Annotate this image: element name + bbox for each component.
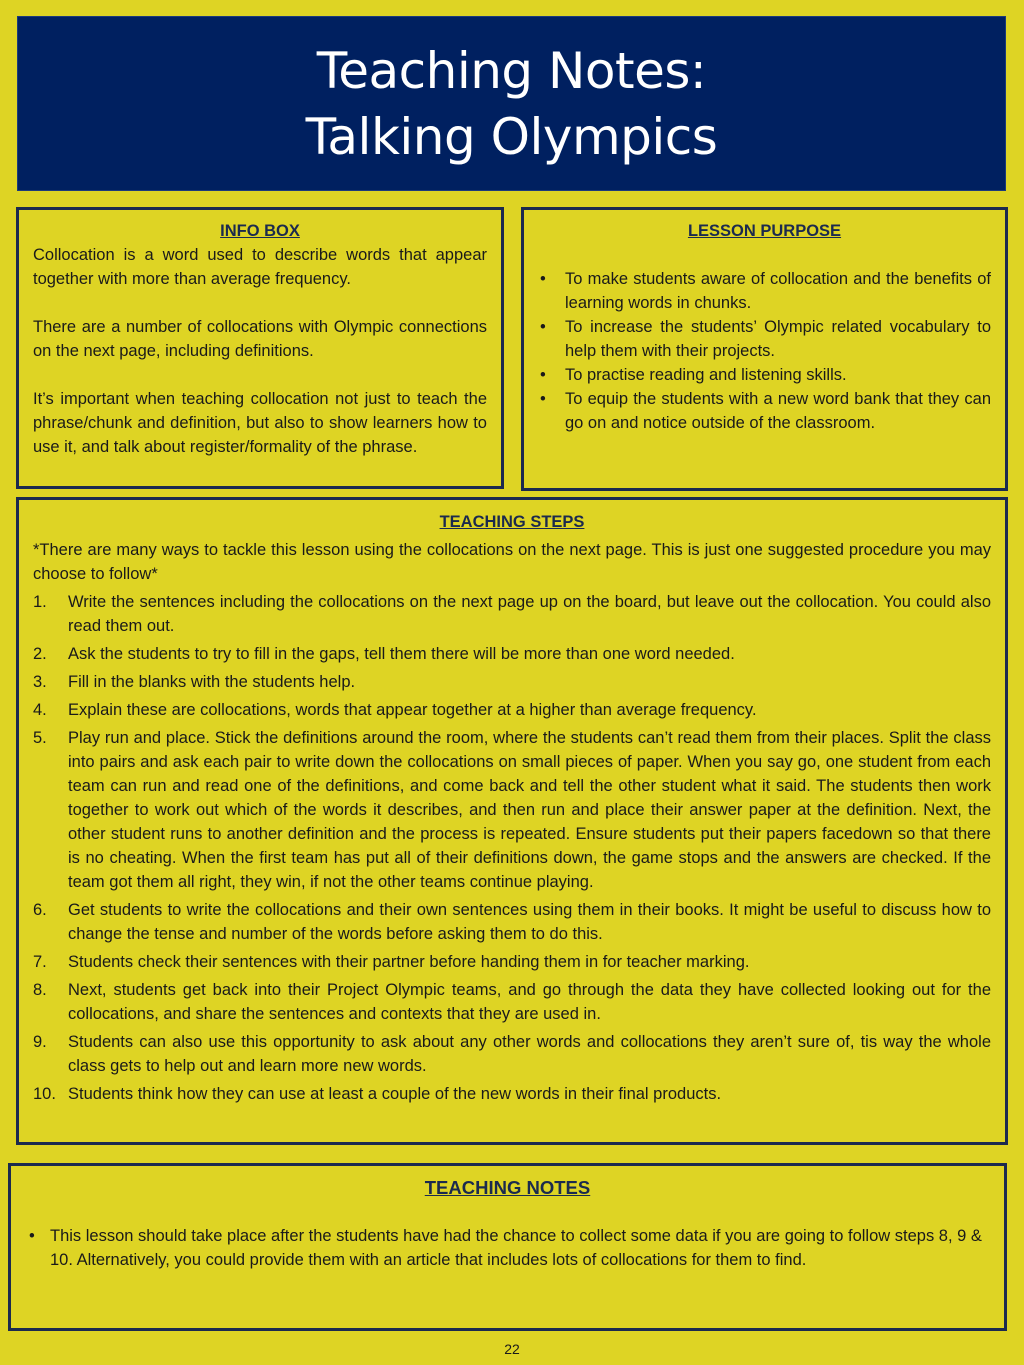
step-item (33, 1030, 991, 1078)
step-item (33, 978, 991, 1026)
list-item: • To increase the students’ Olympic related vocabulary to help them with their projects. (538, 315, 991, 363)
page-number: 22 (504, 1341, 520, 1357)
step-number: 1. (33, 593, 47, 611)
step-item (33, 590, 991, 638)
list-item: • To make students aware of collocation and the benefits of learning words in chunks. (538, 267, 991, 315)
step-text: Play run and place. Stick the definitions around the room, where the students can’t read them from their places. Split the class into pairs and ask each pair to write down the collocations on small pieces of paper. When you say go, one student from each team can run and read one of the definitions, and come back and tell the other student what it said. The students then work together to work out which of the words it describes, and then run and place their answer paper at the definition. Next, the other student runs to another definition and the process is repeated. Ensure students put their papers facedown so that there is no cheating. When the first team has put all of their definitions down, the game stops and the answers are checked. If the team got them all right, they win, if not the other teams continue playing. (68, 729, 991, 891)
info-paragraph: Collocation is a word used to describe words that appear together with more than average frequency. (33, 246, 487, 288)
step-text: Next, students get back into their Project Olympic teams, and go through the data they have collected looking out for the collocations, and share the sentences and contexts that they are used in. (68, 981, 991, 1023)
step-item (33, 642, 991, 666)
lesson-purpose-box (521, 207, 1008, 491)
step-item (33, 950, 991, 974)
teaching-steps-intro: *There are many ways to tackle this lesson using the collocations on the next page. This is just one suggested procedure you may choose to follow* (33, 541, 991, 583)
list-item: • To practise reading and listening skills. (538, 363, 991, 387)
step-item (33, 670, 991, 694)
teaching-notes-list (27, 1224, 988, 1272)
step-number: 7. (33, 953, 47, 971)
info-box (16, 207, 504, 489)
teaching-notes-heading: TEACHING NOTES (424, 1177, 591, 1198)
info-paragraph: It’s important when teaching collocation not just to teach the phrase/chunk and definition, but also to show learners how to use it, and talk about register/formality of the phrase. (33, 390, 487, 456)
step-text: Students check their sentences with their partner before handing them in for teacher marking. (68, 953, 750, 971)
step-number: 5. (33, 729, 47, 747)
title-banner (17, 16, 1006, 191)
step-text: Students think how they can use at least a couple of the new words in their final products. (68, 1085, 722, 1103)
step-item (33, 898, 991, 946)
lesson-purpose-heading: LESSON PURPOSE (687, 222, 842, 240)
step-text: Students can also use this opportunity to ask about any other words and collocations they aren’t sure of, tis way the whole class gets to help out and learn more new words. (68, 1033, 991, 1075)
step-text: Fill in the blanks with the students help. (68, 673, 356, 691)
step-number: 10. (33, 1085, 56, 1103)
step-number: 8. (33, 981, 47, 999)
lesson-purpose-list (538, 267, 991, 435)
info-box-heading: INFO BOX (220, 222, 300, 240)
step-item (33, 726, 991, 894)
step-number: 6. (33, 901, 47, 919)
info-paragraph: There are a number of collocations with Olympic connections on the next page, including definitions. (33, 318, 487, 360)
list-item: • To equip the students with a new word bank that they can go on and notice outside of the classroom. (538, 387, 991, 435)
step-text: Write the sentences including the collocations on the next page up on the board, but leave out the collocation. You could also read them out. (68, 593, 991, 635)
teaching-notes-box (8, 1163, 1007, 1331)
teaching-steps-heading: TEACHING STEPS (439, 513, 585, 531)
step-item (33, 698, 991, 722)
list-item: • This lesson should take place after the students have had the chance to collect some data if you are going to follow steps 8, 9 & 10. Alternatively, you could provide them with an article that includes lots of collocations for them to find. (27, 1224, 988, 1272)
step-text: Get students to write the collocations and their own sentences using them in their books. It might be useful to discuss how to change the tense and number of the words before asking them to do this. (68, 901, 991, 943)
page-title-line-1: Teaching Notes: (316, 41, 707, 100)
step-number: 2. (33, 645, 47, 663)
step-number: 9. (33, 1033, 47, 1051)
teaching-steps-list (33, 590, 991, 1106)
page-title-line-2: Talking Olympics (305, 107, 718, 166)
step-number: 4. (33, 701, 47, 719)
step-item (33, 1082, 991, 1106)
step-text: Ask the students to try to fill in the gaps, tell them there will be more than one word needed. (68, 645, 735, 663)
teaching-steps-box (16, 497, 1008, 1145)
step-text: Explain these are collocations, words that appear together at a higher than average frequency. (68, 701, 757, 719)
step-number: 3. (33, 673, 47, 691)
